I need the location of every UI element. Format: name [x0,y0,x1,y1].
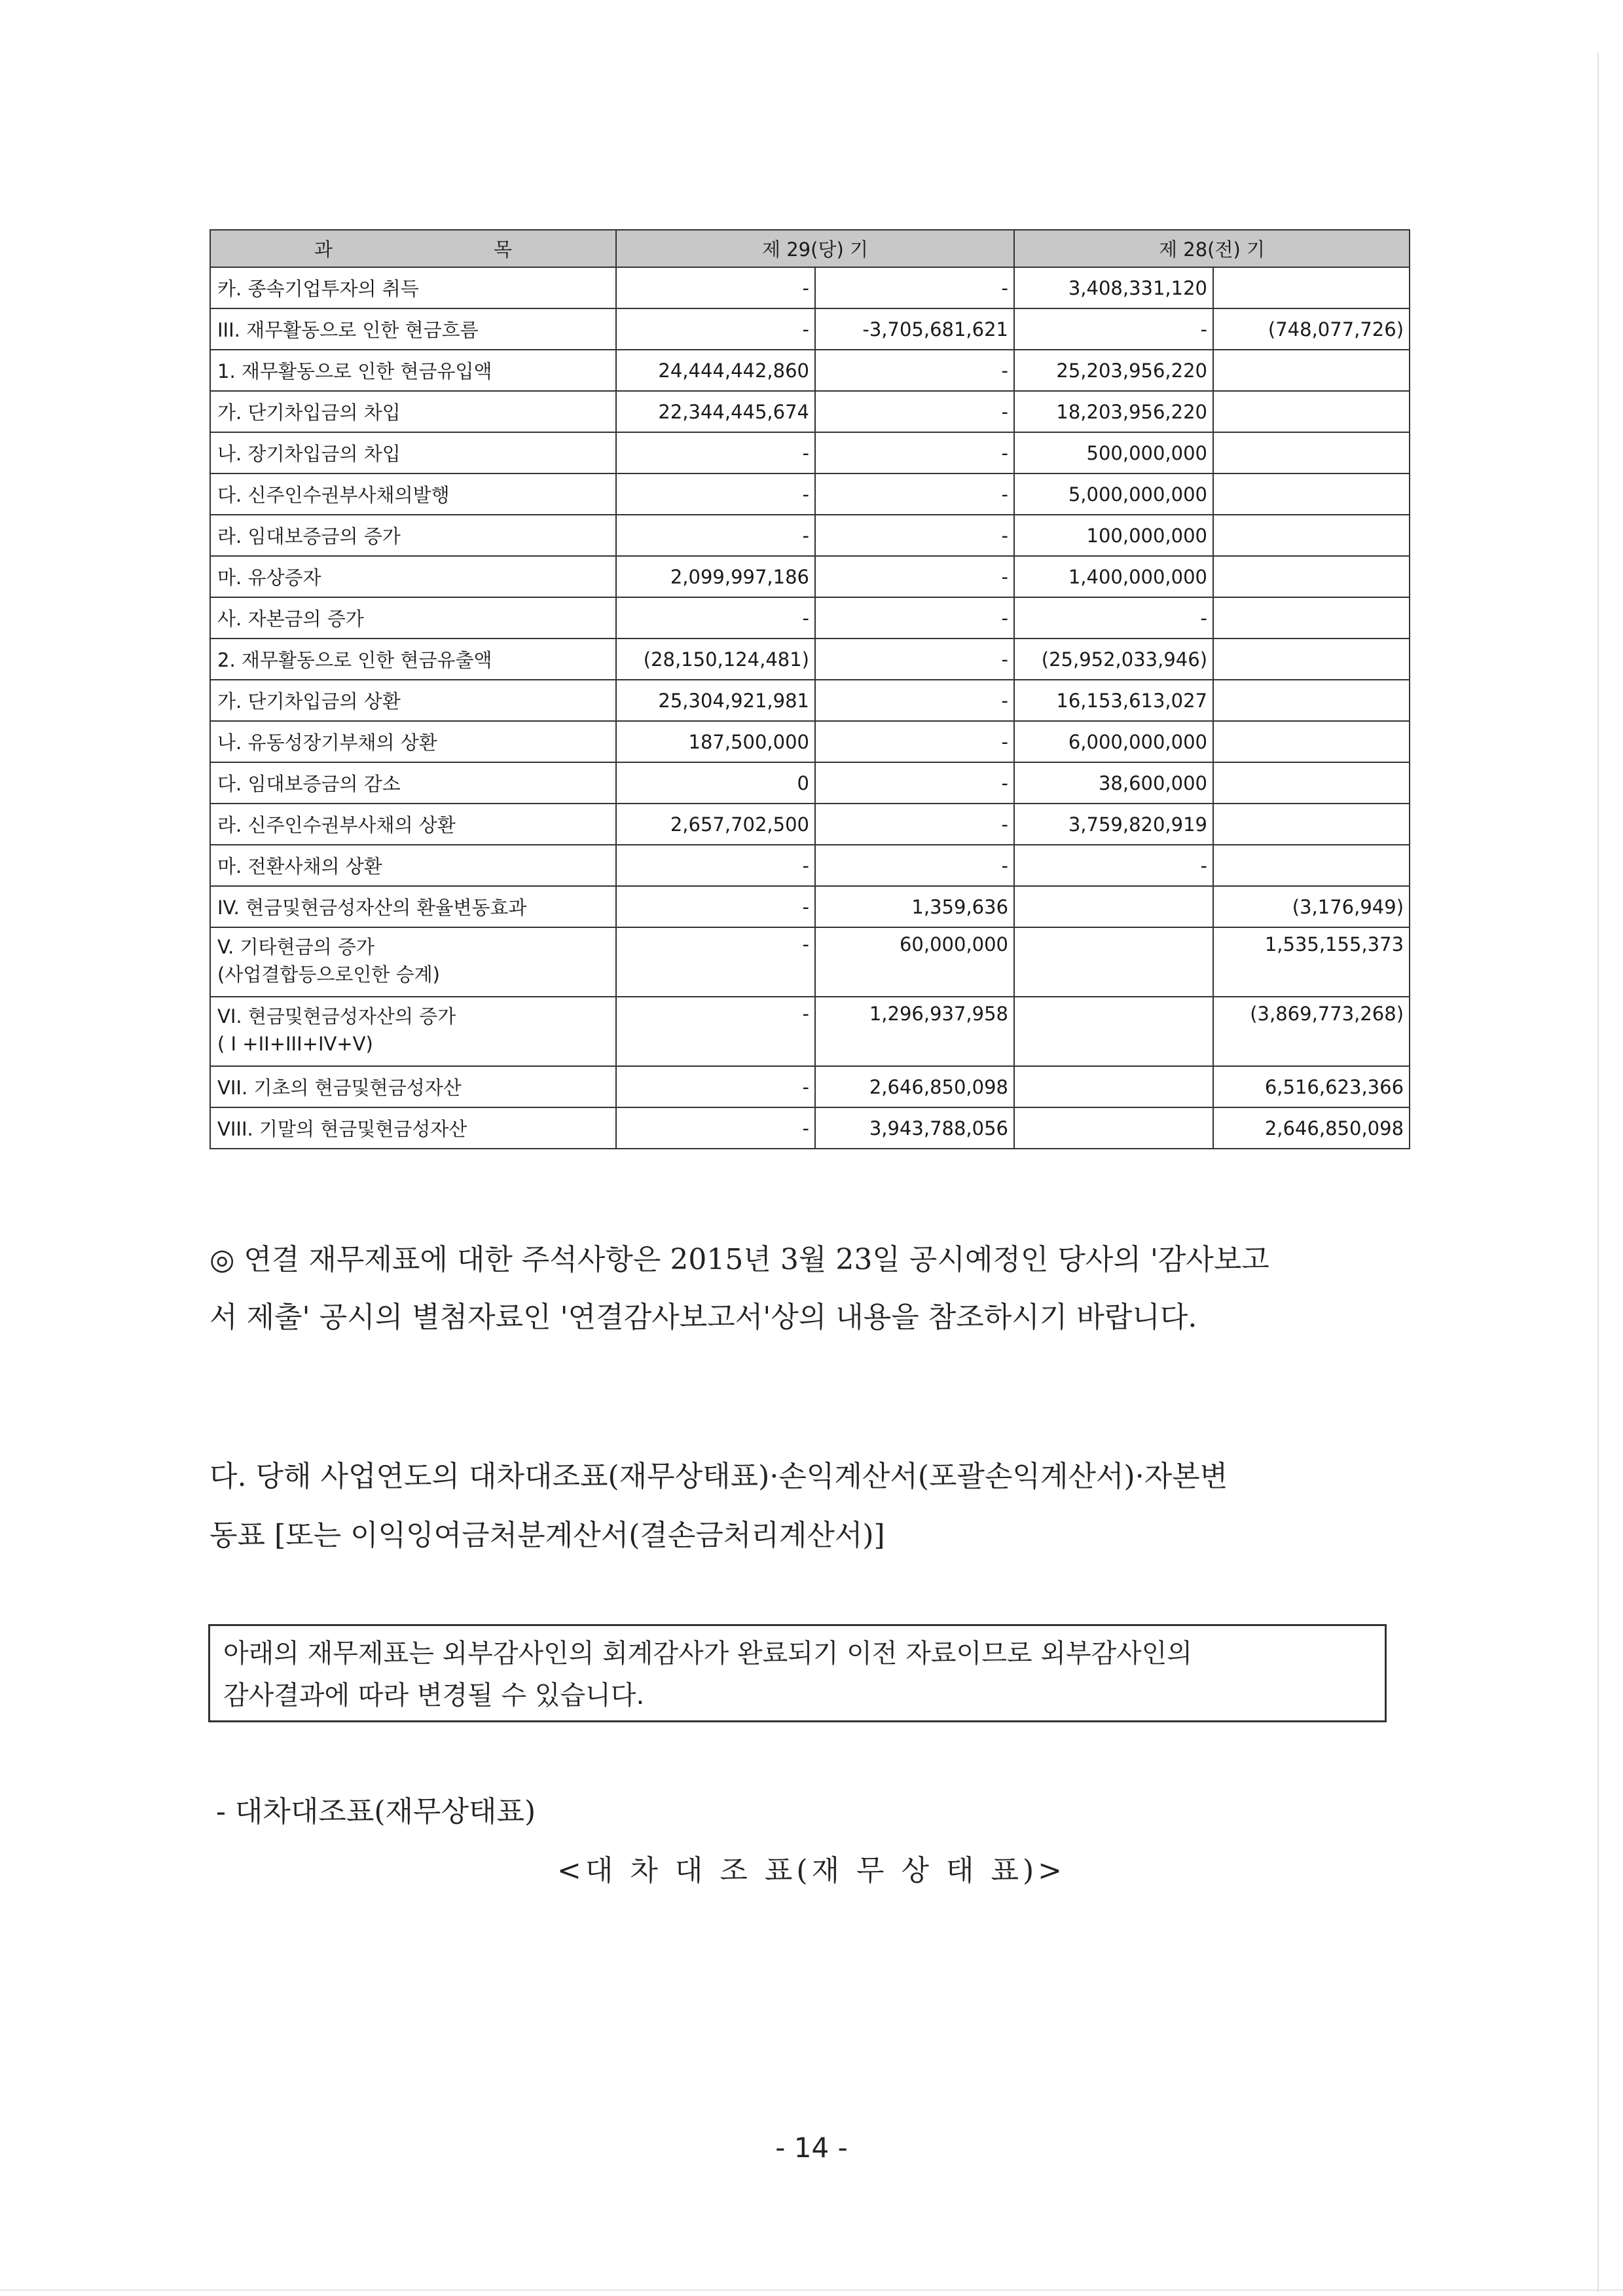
row-value-c4: 1,535,155,373 [1213,927,1410,997]
row-value-c3: 3,408,331,120 [1014,267,1213,308]
row-value-c1: - [616,845,815,886]
row-value-c1: - [616,927,815,997]
row-value-c1: 2,099,997,186 [616,556,815,597]
table-row [210,432,1410,473]
row-value-c3: 1,400,000,000 [1014,556,1213,597]
row-value-c3 [1014,886,1213,927]
table-row [210,639,1410,680]
row-label: 다. 임대보증금의 감소 [210,762,616,804]
row-value-c2: - [815,639,1014,680]
row-label: 사. 자본금의 증가 [210,597,616,639]
row-value-c4 [1213,597,1410,639]
row-value-c3 [1014,1066,1213,1107]
row-label: 라. 신주인수권부사채의 상환 [210,804,616,845]
row-value-c3: 16,153,613,027 [1014,680,1213,721]
table-row [210,886,1410,927]
row-value-c2: - [815,267,1014,308]
row-value-c1: 25,304,921,981 [616,680,815,721]
table-row [210,267,1410,308]
row-value-c1: - [616,597,815,639]
row-value-c3: 6,000,000,000 [1014,721,1213,762]
right-edge-line [1597,52,1599,2292]
section-heading: 다. 당해 사업연도의 대차대조표(재무상태표)·손익계산서(포괄손익계산서)·자본변 동표 [또는 이익잉여금처분계산서(결손금처리계산서)] [210,1460,1228,1552]
row-value-c4: 2,646,850,098 [1213,1107,1410,1149]
row-label: V. 기타현금의 증가 (사업결합등으로인한 승계) [210,927,616,997]
table-row [210,597,1410,639]
row-value-c4 [1213,680,1410,721]
table-row [210,1107,1410,1149]
row-label: VI. 현금및현금성자산의 증가 ( I +II+III+IV+V) [210,997,616,1066]
row-label: 라. 임대보증금의 증가 [210,515,616,556]
row-label: IV. 현금및현금성자산의 환율변동효과 [210,886,616,927]
table-row [210,473,1410,515]
table-row [210,762,1410,804]
row-value-c4 [1213,845,1410,886]
table-row [210,680,1410,721]
row-value-c2: - [815,804,1014,845]
row-value-c1: 22,344,445,674 [616,391,815,432]
row-value-c1: (28,150,124,481) [616,639,815,680]
row-value-c3: - [1014,308,1213,350]
table-header-row [210,230,1410,267]
row-label: 2. 재무활동으로 인한 현금유출액 [210,639,616,680]
row-value-c1: - [616,997,815,1066]
row-value-c3: 3,759,820,919 [1014,804,1213,845]
table-row [210,997,1410,1066]
row-value-c4 [1213,804,1410,845]
row-value-c1: - [616,473,815,515]
consolidated-notes-paragraph: ◎ 연결 재무제표에 대한 주석사항은 2015년 3월 23일 공시예정인 당사의 '감사보고 서 제출' 공시의 별첨자료인 '연결감사보고서'상의 내용을 참조하시기 바랍니다. [210,1243,1269,1334]
row-label: VIII. 기말의 현금및현금성자산 [210,1107,616,1149]
table-row [210,350,1410,391]
row-value-c4: (3,869,773,268) [1213,997,1410,1066]
row-value-c4 [1213,515,1410,556]
table-row [210,804,1410,845]
row-label: 카. 종속기업투자의 취득 [210,267,616,308]
row-value-c3: - [1014,845,1213,886]
table-row [210,721,1410,762]
row-value-c2: -3,705,681,621 [815,308,1014,350]
row-value-c2: - [815,432,1014,473]
table-row [210,391,1410,432]
table-row [210,927,1410,997]
row-label: 나. 유동성장기부채의 상환 [210,721,616,762]
row-value-c4 [1213,556,1410,597]
row-value-c3: (25,952,033,946) [1014,639,1213,680]
row-value-c2: 3,943,788,056 [815,1107,1014,1149]
row-value-c1: 24,444,442,860 [616,350,815,391]
row-value-c2: 60,000,000 [815,927,1014,997]
current-period-header: 제 29(당) 기 [616,230,1014,267]
row-value-c1: - [616,515,815,556]
table-row [210,308,1410,350]
row-value-c1: - [616,267,815,308]
row-label: VII. 기초의 현금및현금성자산 [210,1066,616,1107]
row-value-c4 [1213,267,1410,308]
row-value-c3: 38,600,000 [1014,762,1213,804]
row-value-c2: 1,296,937,958 [815,997,1014,1066]
row-value-c4 [1213,721,1410,762]
row-value-c4 [1213,473,1410,515]
row-value-c1: - [616,1066,815,1107]
row-value-c2: 1,359,636 [815,886,1014,927]
row-value-c2: - [815,515,1014,556]
row-value-c1: 187,500,000 [616,721,815,762]
row-value-c3: 5,000,000,000 [1014,473,1213,515]
subject-header: 과 목 [210,230,616,267]
row-value-c2: - [815,350,1014,391]
row-value-c4 [1213,762,1410,804]
row-label: 1. 재무활동으로 인한 현금유입액 [210,350,616,391]
row-value-c3 [1014,1107,1213,1149]
row-value-c3 [1014,927,1213,997]
page-number: - 14 - [775,2132,848,2164]
table-row [210,1066,1410,1107]
row-value-c1: - [616,886,815,927]
row-value-c2: - [815,845,1014,886]
row-label: 가. 단기차입금의 차입 [210,391,616,432]
row-value-c2: - [815,721,1014,762]
row-value-c3: 500,000,000 [1014,432,1213,473]
table-row [210,845,1410,886]
row-value-c4 [1213,350,1410,391]
table-row [210,515,1410,556]
row-value-c3: 18,203,956,220 [1014,391,1213,432]
row-value-c4: (748,077,726) [1213,308,1410,350]
table-row [210,556,1410,597]
cash-flow-table [210,229,1410,1149]
row-value-c4: 6,516,623,366 [1213,1066,1410,1107]
row-value-c2: - [815,556,1014,597]
row-label: III. 재무활동으로 인한 현금흐름 [210,308,616,350]
row-value-c1: 2,657,702,500 [616,804,815,845]
row-value-c2: - [815,391,1014,432]
row-value-c1: - [616,308,815,350]
row-value-c2: - [815,597,1014,639]
row-label: 가. 단기차입금의 상환 [210,680,616,721]
row-value-c4 [1213,391,1410,432]
bottom-edge-line [0,2289,1623,2291]
audit-notice-box: 아래의 재무제표는 외부감사인의 회계감사가 완료되기 이전 자료이므로 외부감사인의 감사결과에 따라 변경될 수 있습니다. [208,1624,1387,1722]
row-value-c1: 0 [616,762,815,804]
row-value-c1: - [616,1107,815,1149]
row-label: 마. 유상증자 [210,556,616,597]
row-value-c4 [1213,639,1410,680]
row-value-c3: - [1014,597,1213,639]
row-value-c3 [1014,997,1213,1066]
balance-sheet-title: <대 차 대 조 표(재 무 상 태 표)> [557,1854,1066,1887]
row-label: 마. 전환사채의 상환 [210,845,616,886]
row-value-c2: 2,646,850,098 [815,1066,1014,1107]
row-label: 다. 신주인수권부사채의발행 [210,473,616,515]
row-value-c2: - [815,680,1014,721]
row-value-c4: (3,176,949) [1213,886,1410,927]
prior-period-header: 제 28(전) 기 [1014,230,1410,267]
cash-flow-table-container [210,229,1409,1149]
row-value-c3: 100,000,000 [1014,515,1213,556]
row-value-c1: - [616,432,815,473]
row-value-c3: 25,203,956,220 [1014,350,1213,391]
balance-sheet-subheading: - 대차대조표(재무상태표) [216,1795,536,1828]
row-label: 나. 장기차입금의 차입 [210,432,616,473]
row-value-c2: - [815,473,1014,515]
row-value-c4 [1213,432,1410,473]
row-value-c2: - [815,762,1014,804]
